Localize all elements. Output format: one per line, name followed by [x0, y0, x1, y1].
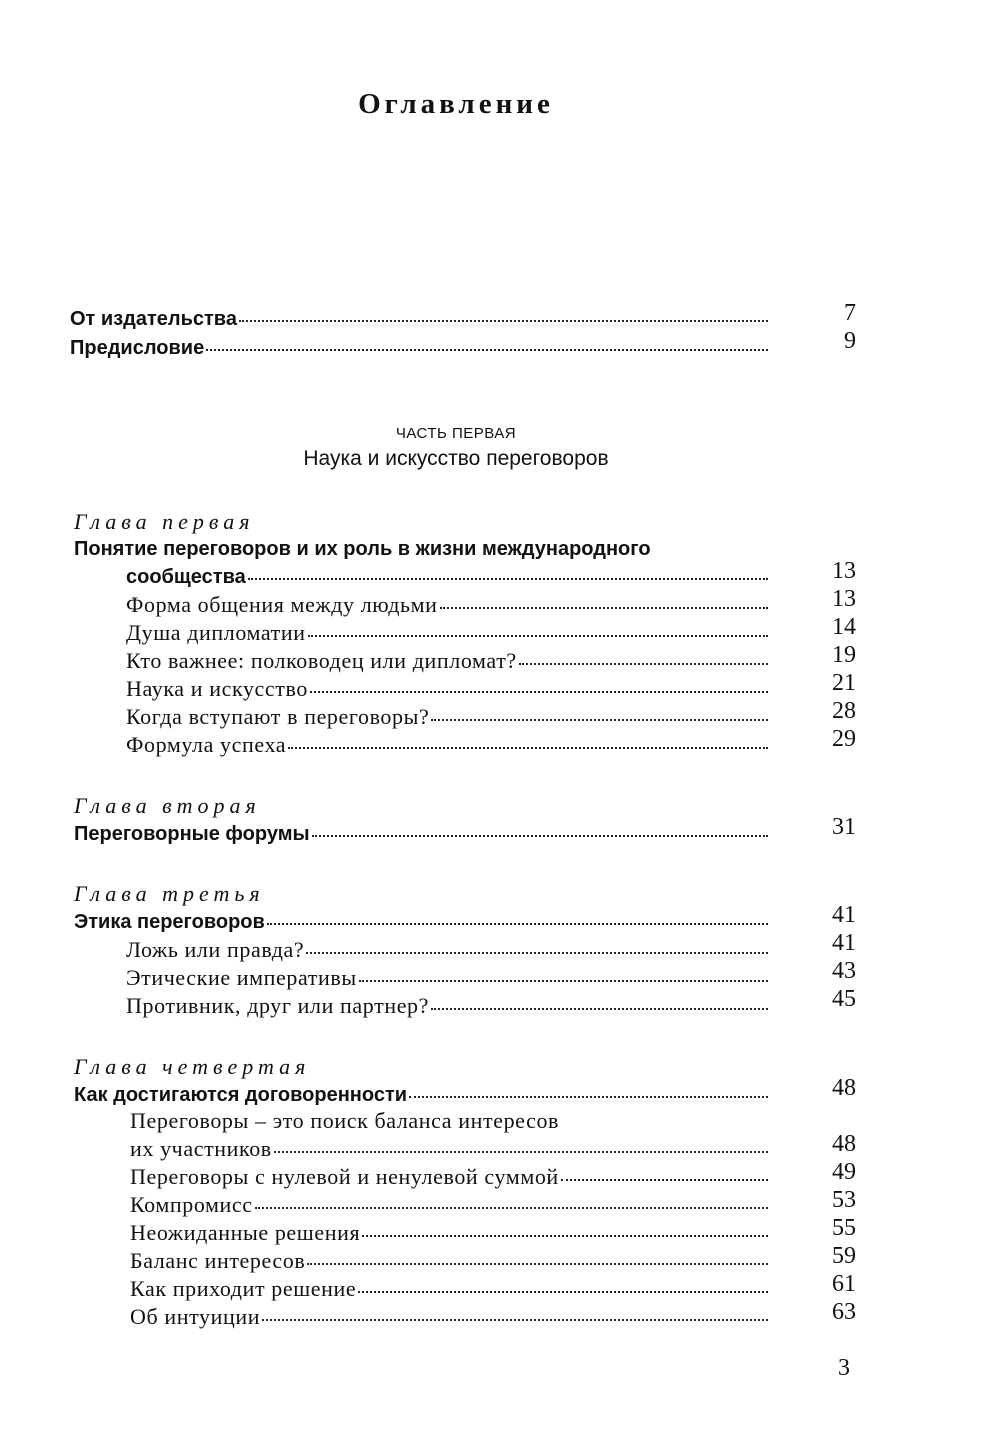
leader-dots — [362, 1235, 768, 1237]
toc-entry-text: Этические императивы — [126, 965, 357, 990]
toc-entry-text: Неожиданные решения — [130, 1220, 361, 1245]
leader-dots — [358, 1291, 768, 1293]
toc-page-number: 53 — [832, 1187, 856, 1213]
leader-dots — [312, 835, 768, 837]
toc-page-number: 48 — [832, 1075, 856, 1101]
toc-page-number: 14 — [832, 614, 856, 640]
toc-entry-text: Переговорные форумы — [74, 823, 310, 845]
toc-entry-text: Этика переговоров — [74, 911, 265, 933]
toc-page-number: 7 — [844, 300, 856, 326]
toc-entry-section[interactable] — [126, 731, 770, 759]
toc-entry-text: Ложь или правда? — [126, 937, 305, 962]
leader-dots — [262, 1319, 768, 1321]
leader-dots — [308, 635, 768, 637]
leader-dots — [561, 1179, 768, 1181]
toc-page-number: 28 — [832, 698, 856, 724]
leader-dots — [519, 663, 768, 665]
toc-page-number: 49 — [832, 1159, 856, 1185]
toc-entry-text: От издательства — [70, 308, 237, 330]
toc-entry-text: Кто важнее: полководец или дипломат? — [126, 648, 517, 673]
part-label: ЧАСТЬ ПЕРВАЯ — [395, 425, 517, 442]
leader-dots — [267, 923, 768, 925]
toc-entry-section[interactable] — [126, 675, 770, 703]
leader-dots — [440, 607, 768, 609]
toc-entry-text: Форма общения между людьми — [126, 592, 438, 617]
toc-entry-front-matter-1[interactable] — [70, 305, 770, 333]
toc-entry-section[interactable] — [130, 1247, 770, 1275]
toc-page-number: 19 — [832, 642, 856, 668]
toc-entry-section[interactable] — [130, 1135, 770, 1163]
part-title: Наука и искусство переговоров — [303, 447, 609, 470]
toc-entry-text: Как достигаются договоренности — [74, 1084, 408, 1106]
toc-entry-text: Об интуиции — [130, 1304, 261, 1329]
toc-entry-text: сообщества — [126, 566, 246, 588]
toc-page-number: 45 — [832, 986, 856, 1012]
chapter-label: Глава четвертая — [74, 1054, 311, 1079]
chapter-label: Глава третья — [74, 881, 265, 906]
leader-dots — [255, 1207, 768, 1209]
toc-entry-text: Формула успеха — [126, 732, 287, 757]
toc-entry-section[interactable] — [126, 619, 770, 647]
toc-entry-section[interactable] — [130, 1191, 770, 1219]
toc-entry-text: Компромисс — [130, 1192, 253, 1217]
toc-entry-section[interactable] — [126, 591, 770, 619]
toc-entry-text: Наука и искусство — [126, 676, 308, 701]
toc-page-number: 63 — [832, 1299, 856, 1325]
leader-dots — [306, 952, 768, 954]
leader-dots — [206, 349, 768, 351]
leader-dots — [431, 1008, 768, 1010]
leader-dots — [409, 1096, 768, 1098]
toc-entry-section[interactable] — [130, 1275, 770, 1303]
toc-page-number: 43 — [832, 958, 856, 984]
toc-page-number: 61 — [832, 1271, 856, 1297]
toc-entry-front-matter-2[interactable] — [70, 334, 770, 362]
leader-dots — [288, 747, 768, 749]
leader-dots — [359, 980, 768, 982]
toc-page-number: 48 — [832, 1131, 856, 1157]
toc-page-number: 41 — [832, 930, 856, 956]
toc-page-number: 13 — [832, 586, 856, 612]
toc-entry-chapter-4[interactable] — [74, 1081, 770, 1109]
toc-entry-section[interactable] — [126, 647, 770, 675]
leader-dots — [431, 719, 768, 721]
toc-entry-section[interactable] — [130, 1163, 770, 1191]
chapter-heading-line[interactable]: Понятие переговоров и их роль в жизни международного — [74, 538, 651, 560]
leader-dots — [310, 691, 768, 693]
toc-entry-section[interactable] — [130, 1303, 770, 1331]
toc-entry-section[interactable] — [126, 936, 770, 964]
toc-page-number: 55 — [832, 1215, 856, 1241]
toc-entry-chapter-2[interactable] — [74, 820, 770, 848]
toc-entry-text: Предисловие — [70, 337, 205, 359]
toc-page-number: 29 — [832, 726, 856, 752]
chapter-label: Глава первая — [74, 509, 255, 534]
toc-entry-section[interactable] — [130, 1219, 770, 1247]
toc-page-number: 9 — [844, 328, 856, 354]
leader-dots — [239, 320, 768, 322]
toc-page-number: 21 — [832, 670, 856, 696]
toc-page-number: 13 — [832, 558, 856, 584]
toc-page-number: 31 — [832, 814, 856, 840]
leader-dots — [274, 1151, 768, 1153]
toc-entry-section[interactable] — [126, 992, 770, 1020]
toc-entry-text: Когда вступают в переговоры? — [126, 704, 430, 729]
toc-entry-text: их участников — [130, 1136, 272, 1161]
toc-section-line[interactable]: Переговоры – это поиск баланса интересов — [130, 1108, 560, 1133]
toc-entry-text: Противник, друг или партнер? — [126, 993, 430, 1018]
toc-entry-section[interactable] — [126, 703, 770, 731]
chapter-label: Глава вторая — [74, 793, 261, 818]
folio-page-number: 3 — [838, 1355, 850, 1381]
toc-page-number: 41 — [832, 902, 856, 928]
leader-dots — [248, 578, 768, 580]
toc-page-number: 59 — [832, 1243, 856, 1269]
toc-entry-section[interactable] — [126, 964, 770, 992]
toc-entry-text: Душа дипломатии — [126, 620, 306, 645]
toc-entry-chapter-1[interactable] — [126, 563, 770, 591]
page-title: Оглавление — [358, 88, 554, 120]
toc-entry-text: Баланс интересов — [130, 1248, 306, 1273]
toc-entry-text: Как приходит решение — [130, 1276, 357, 1301]
leader-dots — [307, 1263, 768, 1265]
toc-entry-text: Переговоры с нулевой и ненулевой суммой — [130, 1164, 559, 1189]
toc-entry-chapter-3[interactable] — [74, 908, 770, 936]
